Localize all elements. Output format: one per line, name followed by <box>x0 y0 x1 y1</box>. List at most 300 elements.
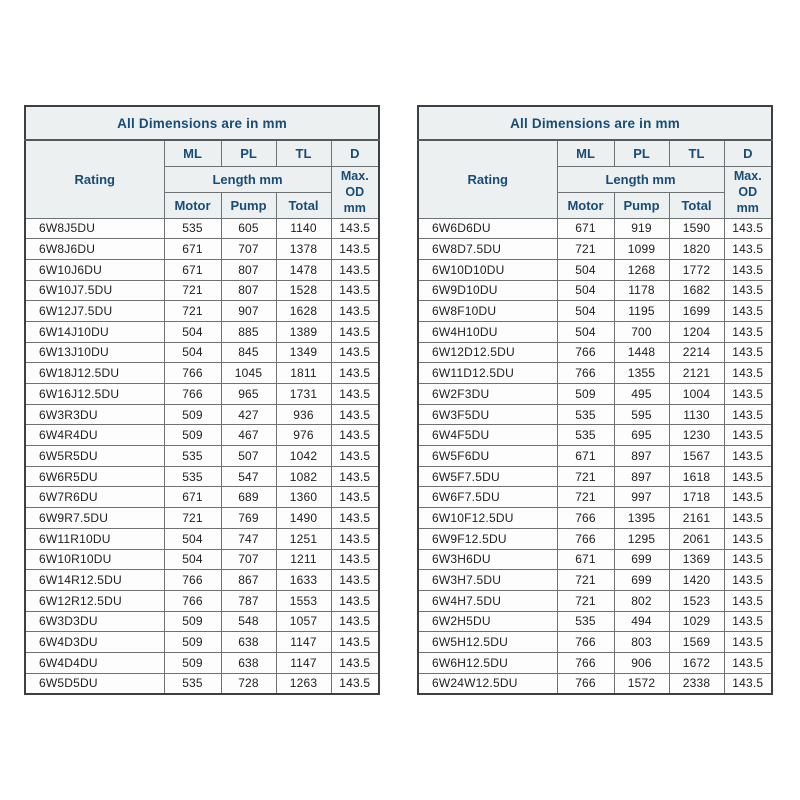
column-header-ml: ML <box>557 140 614 166</box>
motor-length-cell: 535 <box>557 404 614 425</box>
rating-cell: 6W10J6DU <box>25 259 164 280</box>
total-length-cell: 1478 <box>276 259 331 280</box>
table-row <box>25 404 379 425</box>
table-row <box>25 384 379 405</box>
total-length-cell: 1490 <box>276 508 331 529</box>
max-od-cell: 143.5 <box>724 466 772 487</box>
motor-length-cell: 504 <box>557 321 614 342</box>
table-row <box>25 342 379 363</box>
max-od-cell: 143.5 <box>331 218 379 239</box>
total-length-cell: 1211 <box>276 549 331 570</box>
pump-length-cell: 467 <box>221 425 276 446</box>
total-length-cell: 1523 <box>669 590 724 611</box>
rating-cell: 6W4H7.5DU <box>418 590 557 611</box>
pump-length-cell: 787 <box>221 590 276 611</box>
column-header-total: Total <box>276 192 331 218</box>
table-row <box>25 363 379 384</box>
dimensions-table-right <box>417 105 773 695</box>
table-body-left <box>25 218 379 694</box>
rating-cell: 6W11R10DU <box>25 528 164 549</box>
max-od-cell: 143.5 <box>331 280 379 301</box>
max-od-cell: 143.5 <box>724 508 772 529</box>
pump-length-cell: 605 <box>221 218 276 239</box>
rating-cell: 6W6H12.5DU <box>418 652 557 673</box>
motor-length-cell: 671 <box>164 487 221 508</box>
table-row <box>418 321 772 342</box>
rating-cell: 6W4F5DU <box>418 425 557 446</box>
rating-cell: 6W7R6DU <box>25 487 164 508</box>
total-length-cell: 1590 <box>669 218 724 239</box>
total-length-cell: 2338 <box>669 673 724 694</box>
max-od-cell: 143.5 <box>724 280 772 301</box>
total-length-cell: 2161 <box>669 508 724 529</box>
pump-length-cell: 689 <box>221 487 276 508</box>
max-od-cell: 143.5 <box>724 570 772 591</box>
table-row <box>25 425 379 446</box>
rating-cell: 6W3R3DU <box>25 404 164 425</box>
motor-length-cell: 504 <box>164 528 221 549</box>
rating-cell: 6W14R12.5DU <box>25 570 164 591</box>
max-od-cell: 143.5 <box>331 259 379 280</box>
total-length-cell: 1147 <box>276 632 331 653</box>
pump-length-cell: 507 <box>221 446 276 467</box>
motor-length-cell: 766 <box>557 652 614 673</box>
pump-length-cell: 699 <box>614 570 669 591</box>
rating-cell: 6W13J10DU <box>25 342 164 363</box>
motor-length-cell: 721 <box>164 301 221 322</box>
column-header-length-group: Length mm <box>164 166 331 192</box>
table-caption: All Dimensions are in mm <box>418 106 772 140</box>
rating-cell: 6W11D12.5DU <box>418 363 557 384</box>
pump-length-cell: 1355 <box>614 363 669 384</box>
max-od-cell: 143.5 <box>331 239 379 260</box>
pump-length-cell: 548 <box>221 611 276 632</box>
table-row <box>25 239 379 260</box>
rating-cell: 6W14J10DU <box>25 321 164 342</box>
pump-length-cell: 547 <box>221 466 276 487</box>
max-od-cell: 143.5 <box>331 466 379 487</box>
rating-cell: 6W3D3DU <box>25 611 164 632</box>
max-od-cell: 143.5 <box>724 342 772 363</box>
column-header-motor: Motor <box>164 192 221 218</box>
pump-length-cell: 495 <box>614 384 669 405</box>
motor-length-cell: 671 <box>557 446 614 467</box>
max-od-cell: 143.5 <box>331 363 379 384</box>
pump-length-cell: 965 <box>221 384 276 405</box>
total-length-cell: 2121 <box>669 363 724 384</box>
pump-length-cell: 638 <box>221 632 276 653</box>
max-od-cell: 143.5 <box>724 632 772 653</box>
total-length-cell: 1618 <box>669 466 724 487</box>
motor-length-cell: 766 <box>557 673 614 694</box>
max-od-cell: 143.5 <box>331 301 379 322</box>
pump-length-cell: 1448 <box>614 342 669 363</box>
max-od-cell: 143.5 <box>331 446 379 467</box>
pump-length-cell: 699 <box>614 549 669 570</box>
total-length-cell: 1057 <box>276 611 331 632</box>
max-od-cell: 143.5 <box>724 590 772 611</box>
table-row <box>418 218 772 239</box>
rating-cell: 6W5R5DU <box>25 446 164 467</box>
motor-length-cell: 766 <box>557 508 614 529</box>
column-header-motor: Motor <box>557 192 614 218</box>
table-row <box>418 632 772 653</box>
total-length-cell: 1004 <box>669 384 724 405</box>
motor-length-cell: 509 <box>164 425 221 446</box>
motor-length-cell: 509 <box>164 632 221 653</box>
total-length-cell: 1672 <box>669 652 724 673</box>
motor-length-cell: 721 <box>557 239 614 260</box>
motor-length-cell: 766 <box>557 632 614 653</box>
table-row <box>418 301 772 322</box>
column-header-d: D <box>331 140 379 166</box>
table-row <box>25 487 379 508</box>
column-header-max-od: Max. OD mm <box>724 166 772 218</box>
total-length-cell: 1772 <box>669 259 724 280</box>
table-row <box>25 590 379 611</box>
rating-cell: 6W3H7.5DU <box>418 570 557 591</box>
motor-length-cell: 671 <box>557 549 614 570</box>
pump-length-cell: 695 <box>614 425 669 446</box>
max-od-cell: 143.5 <box>724 487 772 508</box>
motor-length-cell: 504 <box>557 259 614 280</box>
table-row <box>418 549 772 570</box>
total-length-cell: 1130 <box>669 404 724 425</box>
column-header-ml: ML <box>164 140 221 166</box>
max-od-cell: 143.5 <box>331 570 379 591</box>
total-length-cell: 1378 <box>276 239 331 260</box>
table-row <box>25 508 379 529</box>
max-od-cell: 143.5 <box>724 652 772 673</box>
table-row <box>418 425 772 446</box>
max-od-cell: 143.5 <box>331 611 379 632</box>
motor-length-cell: 671 <box>164 239 221 260</box>
pump-length-cell: 595 <box>614 404 669 425</box>
max-od-cell: 143.5 <box>331 652 379 673</box>
rating-cell: 6W4H10DU <box>418 321 557 342</box>
max-od-cell: 143.5 <box>724 218 772 239</box>
motor-length-cell: 504 <box>164 342 221 363</box>
total-length-cell: 1628 <box>276 301 331 322</box>
total-length-cell: 1042 <box>276 446 331 467</box>
max-od-cell: 143.5 <box>724 528 772 549</box>
table-row <box>418 404 772 425</box>
rating-cell: 6W6R5DU <box>25 466 164 487</box>
table-row <box>418 652 772 673</box>
rating-cell: 6W5D5DU <box>25 673 164 694</box>
rating-cell: 6W10J7.5DU <box>25 280 164 301</box>
rating-cell: 6W10D10DU <box>418 259 557 280</box>
table-row <box>25 611 379 632</box>
pump-length-cell: 700 <box>614 321 669 342</box>
max-od-cell: 143.5 <box>331 508 379 529</box>
rating-cell: 6W4R4DU <box>25 425 164 446</box>
table-row <box>25 466 379 487</box>
motor-length-cell: 509 <box>164 652 221 673</box>
total-length-cell: 1699 <box>669 301 724 322</box>
rating-cell: 6W5H12.5DU <box>418 632 557 653</box>
motor-length-cell: 721 <box>164 280 221 301</box>
column-header-pl: PL <box>221 140 276 166</box>
table-row <box>418 363 772 384</box>
pump-length-cell: 906 <box>614 652 669 673</box>
column-header-pump: Pump <box>221 192 276 218</box>
motor-length-cell: 671 <box>557 218 614 239</box>
table-row <box>418 259 772 280</box>
total-length-cell: 1263 <box>276 673 331 694</box>
rating-cell: 6W9F12.5DU <box>418 528 557 549</box>
total-length-cell: 1567 <box>669 446 724 467</box>
total-length-cell: 1553 <box>276 590 331 611</box>
motor-length-cell: 671 <box>164 259 221 280</box>
motor-length-cell: 504 <box>557 280 614 301</box>
dimensions-table-left <box>24 105 380 695</box>
motor-length-cell: 509 <box>164 404 221 425</box>
max-od-cell: 143.5 <box>724 259 772 280</box>
total-length-cell: 1082 <box>276 466 331 487</box>
table-row <box>25 632 379 653</box>
pump-length-cell: 1195 <box>614 301 669 322</box>
total-length-cell: 1420 <box>669 570 724 591</box>
motor-length-cell: 766 <box>557 363 614 384</box>
max-od-cell: 143.5 <box>331 425 379 446</box>
total-length-cell: 1389 <box>276 321 331 342</box>
pump-length-cell: 1099 <box>614 239 669 260</box>
rating-cell: 6W2H5DU <box>418 611 557 632</box>
table-row <box>25 259 379 280</box>
pump-length-cell: 728 <box>221 673 276 694</box>
pump-length-cell: 807 <box>221 280 276 301</box>
motor-length-cell: 766 <box>557 342 614 363</box>
motor-length-cell: 721 <box>557 466 614 487</box>
total-length-cell: 1731 <box>276 384 331 405</box>
column-header-d: D <box>724 140 772 166</box>
total-length-cell: 1820 <box>669 239 724 260</box>
pump-length-cell: 1045 <box>221 363 276 384</box>
max-od-cell: 143.5 <box>331 528 379 549</box>
max-od-cell: 143.5 <box>331 549 379 570</box>
pump-length-cell: 897 <box>614 466 669 487</box>
motor-length-cell: 721 <box>557 570 614 591</box>
table-row <box>25 549 379 570</box>
motor-length-cell: 721 <box>557 590 614 611</box>
motor-length-cell: 504 <box>164 321 221 342</box>
max-od-cell: 143.5 <box>331 673 379 694</box>
motor-length-cell: 509 <box>164 611 221 632</box>
max-od-cell: 143.5 <box>724 321 772 342</box>
rating-cell: 6W10R10DU <box>25 549 164 570</box>
motor-length-cell: 535 <box>164 673 221 694</box>
motor-length-cell: 535 <box>164 218 221 239</box>
table-row <box>418 673 772 694</box>
motor-length-cell: 766 <box>164 363 221 384</box>
pump-length-cell: 747 <box>221 528 276 549</box>
table-row <box>25 673 379 694</box>
table-row <box>418 446 772 467</box>
rating-cell: 6W12D12.5DU <box>418 342 557 363</box>
pump-length-cell: 802 <box>614 590 669 611</box>
pump-length-cell: 919 <box>614 218 669 239</box>
column-header-pl: PL <box>614 140 669 166</box>
table-row <box>418 280 772 301</box>
motor-length-cell: 504 <box>164 549 221 570</box>
motor-length-cell: 766 <box>164 590 221 611</box>
table-row <box>418 342 772 363</box>
rating-cell: 6W9R7.5DU <box>25 508 164 529</box>
max-od-cell: 143.5 <box>331 487 379 508</box>
max-od-cell: 143.5 <box>724 611 772 632</box>
motor-length-cell: 535 <box>164 446 221 467</box>
total-length-cell: 976 <box>276 425 331 446</box>
total-length-cell: 1230 <box>669 425 724 446</box>
rating-cell: 6W6D6DU <box>418 218 557 239</box>
pump-length-cell: 1268 <box>614 259 669 280</box>
max-od-cell: 143.5 <box>724 363 772 384</box>
table-caption: All Dimensions are in mm <box>25 106 379 140</box>
motor-length-cell: 766 <box>164 570 221 591</box>
pump-length-cell: 1395 <box>614 508 669 529</box>
motor-length-cell: 535 <box>557 425 614 446</box>
total-length-cell: 2061 <box>669 528 724 549</box>
max-od-cell: 143.5 <box>331 590 379 611</box>
total-length-cell: 1349 <box>276 342 331 363</box>
total-length-cell: 1633 <box>276 570 331 591</box>
rating-cell: 6W5F7.5DU <box>418 466 557 487</box>
rating-cell: 6W8F10DU <box>418 301 557 322</box>
pump-length-cell: 638 <box>221 652 276 673</box>
table-row <box>25 218 379 239</box>
table-row <box>418 466 772 487</box>
table-row <box>418 487 772 508</box>
max-od-cell: 143.5 <box>724 239 772 260</box>
pump-length-cell: 1295 <box>614 528 669 549</box>
total-length-cell: 1204 <box>669 321 724 342</box>
total-length-cell: 1682 <box>669 280 724 301</box>
table-row <box>25 528 379 549</box>
rating-cell: 6W16J12.5DU <box>25 384 164 405</box>
motor-length-cell: 721 <box>557 487 614 508</box>
max-od-cell: 143.5 <box>331 321 379 342</box>
column-header-pump: Pump <box>614 192 669 218</box>
pump-length-cell: 707 <box>221 239 276 260</box>
pump-length-cell: 885 <box>221 321 276 342</box>
pump-length-cell: 803 <box>614 632 669 653</box>
max-od-cell: 143.5 <box>724 446 772 467</box>
column-header-tl: TL <box>276 140 331 166</box>
rating-cell: 6W12R12.5DU <box>25 590 164 611</box>
table-row <box>418 528 772 549</box>
pump-length-cell: 769 <box>221 508 276 529</box>
rating-cell: 6W10F12.5DU <box>418 508 557 529</box>
total-length-cell: 1811 <box>276 363 331 384</box>
rating-cell: 6W12J7.5DU <box>25 301 164 322</box>
max-od-cell: 143.5 <box>724 549 772 570</box>
max-od-cell: 143.5 <box>331 342 379 363</box>
total-length-cell: 1569 <box>669 632 724 653</box>
column-header-rating: Rating <box>25 140 164 218</box>
rating-cell: 6W8D7.5DU <box>418 239 557 260</box>
table-row <box>418 384 772 405</box>
total-length-cell: 1140 <box>276 218 331 239</box>
motor-length-cell: 535 <box>557 611 614 632</box>
rating-cell: 6W2F3DU <box>418 384 557 405</box>
table-row <box>25 280 379 301</box>
pump-length-cell: 867 <box>221 570 276 591</box>
table-row <box>25 321 379 342</box>
total-length-cell: 1360 <box>276 487 331 508</box>
rating-cell: 6W9D10DU <box>418 280 557 301</box>
motor-length-cell: 721 <box>164 508 221 529</box>
pump-length-cell: 1178 <box>614 280 669 301</box>
table-row <box>418 570 772 591</box>
column-header-rating: Rating <box>418 140 557 218</box>
table-row <box>418 611 772 632</box>
total-length-cell: 1528 <box>276 280 331 301</box>
table-row <box>418 239 772 260</box>
motor-length-cell: 509 <box>557 384 614 405</box>
table-row <box>25 446 379 467</box>
column-header-max-od: Max. OD mm <box>331 166 379 218</box>
max-od-cell: 143.5 <box>724 404 772 425</box>
max-od-cell: 143.5 <box>331 384 379 405</box>
total-length-cell: 936 <box>276 404 331 425</box>
rating-cell: 6W3F5DU <box>418 404 557 425</box>
total-length-cell: 1718 <box>669 487 724 508</box>
pump-length-cell: 494 <box>614 611 669 632</box>
column-header-tl: TL <box>669 140 724 166</box>
total-length-cell: 2214 <box>669 342 724 363</box>
rating-cell: 6W6F7.5DU <box>418 487 557 508</box>
table-body-right <box>418 218 772 694</box>
max-od-cell: 143.5 <box>331 404 379 425</box>
max-od-cell: 143.5 <box>724 384 772 405</box>
max-od-cell: 143.5 <box>724 425 772 446</box>
rating-cell: 6W5F6DU <box>418 446 557 467</box>
table-row <box>25 570 379 591</box>
column-header-total: Total <box>669 192 724 218</box>
max-od-cell: 143.5 <box>724 673 772 694</box>
rating-cell: 6W4D3DU <box>25 632 164 653</box>
rating-cell: 6W24W12.5DU <box>418 673 557 694</box>
motor-length-cell: 766 <box>164 384 221 405</box>
motor-length-cell: 535 <box>164 466 221 487</box>
rating-cell: 6W8J6DU <box>25 239 164 260</box>
total-length-cell: 1147 <box>276 652 331 673</box>
total-length-cell: 1369 <box>669 549 724 570</box>
max-od-cell: 143.5 <box>331 632 379 653</box>
total-length-cell: 1029 <box>669 611 724 632</box>
max-od-cell: 143.5 <box>724 301 772 322</box>
motor-length-cell: 766 <box>557 528 614 549</box>
rating-cell: 6W18J12.5DU <box>25 363 164 384</box>
table-row <box>25 301 379 322</box>
column-header-length-group: Length mm <box>557 166 724 192</box>
table-row <box>418 590 772 611</box>
table-row <box>25 652 379 673</box>
rating-cell: 6W4D4DU <box>25 652 164 673</box>
table-row <box>418 508 772 529</box>
pump-length-cell: 1572 <box>614 673 669 694</box>
total-length-cell: 1251 <box>276 528 331 549</box>
pump-length-cell: 845 <box>221 342 276 363</box>
pump-length-cell: 907 <box>221 301 276 322</box>
motor-length-cell: 504 <box>557 301 614 322</box>
pump-length-cell: 807 <box>221 259 276 280</box>
pump-length-cell: 707 <box>221 549 276 570</box>
pump-length-cell: 897 <box>614 446 669 467</box>
pump-length-cell: 997 <box>614 487 669 508</box>
rating-cell: 6W8J5DU <box>25 218 164 239</box>
